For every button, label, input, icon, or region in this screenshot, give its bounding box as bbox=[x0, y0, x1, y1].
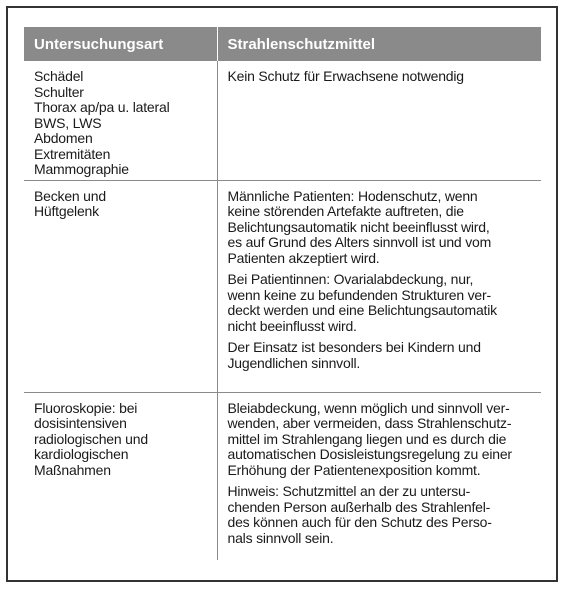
header-protection-means: Strahlenschutzmittel bbox=[217, 27, 541, 61]
protection-line: deckt werden und eine Belichtungsautomatik bbox=[227, 302, 497, 318]
protection-paragraph bbox=[228, 401, 536, 479]
protection-line: es auf Grund des Alters sinnvoll ist und vom bbox=[227, 234, 492, 250]
protection-line: Belichtungsautomatik nicht beeinflusst wird, bbox=[227, 218, 490, 235]
type-line: radiologischen und bbox=[34, 430, 148, 447]
type-line: kardiologischen bbox=[34, 446, 129, 462]
protection-paragraph bbox=[228, 69, 536, 85]
type-line: Maßnahmen bbox=[34, 461, 111, 478]
protection-paragraph bbox=[228, 484, 536, 546]
table-row bbox=[24, 392, 541, 560]
protection-paragraph bbox=[228, 340, 536, 371]
protection-line: Bleiabdeckung, wenn möglich und sinnvoll ver- bbox=[227, 399, 510, 416]
protection-cell bbox=[217, 392, 541, 560]
type-line: Extremitäten bbox=[34, 145, 111, 162]
protection-paragraph bbox=[228, 189, 536, 267]
header-row bbox=[24, 27, 541, 61]
type-line: dosisintensiven bbox=[34, 415, 127, 431]
type-line: Schädel bbox=[34, 68, 84, 84]
table-row bbox=[24, 61, 541, 180]
examination-type-cell bbox=[24, 180, 217, 392]
protection-line: automatischen Dosisleistungsregelung zu einer bbox=[227, 446, 512, 462]
table-row bbox=[24, 180, 541, 392]
header-examination-type: Untersuchungsart bbox=[24, 27, 217, 61]
protection-line: nals sinnvoll sein. bbox=[227, 529, 334, 546]
protection-line: Patienten akzeptiert wird. bbox=[227, 249, 380, 266]
protection-line: mittel im Strahlengang liegen und es durch die bbox=[227, 430, 507, 447]
protection-cell bbox=[217, 61, 541, 180]
protection-line: des können auch für den Schutz des Perso- bbox=[227, 514, 492, 530]
examination-type-cell bbox=[24, 392, 217, 560]
protection-line: Hinweis: Schutzmittel an der zu untersu- bbox=[227, 483, 471, 499]
protection-paragraph bbox=[228, 272, 536, 334]
type-line: BWS, LWS bbox=[34, 114, 102, 131]
protection-line: Männliche Patienten: Hodenschutz, wenn bbox=[227, 187, 478, 204]
type-line: Hüftgelenk bbox=[34, 203, 99, 219]
type-line: Fluoroskopie: bei bbox=[34, 399, 138, 416]
protection-line: Bei Patientinnen: Ovarialabdeckung, nur, bbox=[227, 271, 474, 287]
type-line: Thorax ap/pa u. lateral bbox=[34, 99, 170, 115]
type-line: Mammographie bbox=[34, 161, 129, 177]
protection-line: wenden, aber vermeiden, dass Strahlenschutz- bbox=[227, 415, 512, 431]
protection-line: Kein Schutz für Erwachsene notwendig bbox=[227, 68, 464, 84]
protection-line: Erhöhung der Patientenexposition kommt. bbox=[227, 461, 481, 478]
type-line: Schulter bbox=[34, 83, 84, 100]
protection-line: wenn keine zu befundenden Strukturen ver- bbox=[227, 286, 491, 303]
protection-line: keine störenden Artefakte auftreten, die bbox=[227, 203, 464, 219]
protection-line: Jugendlichen sinnvoll. bbox=[227, 354, 361, 371]
radiation-protection-table bbox=[24, 27, 541, 560]
type-line: Abdomen bbox=[34, 130, 93, 146]
protection-line: nicht beeinflusst wird. bbox=[227, 317, 357, 334]
table-header bbox=[24, 27, 541, 61]
protection-cell bbox=[217, 180, 541, 392]
protection-line: Der Einsatz ist besonders bei Kindern und bbox=[227, 339, 481, 355]
protection-line: chenden Person außerhalb des Strahlenfel- bbox=[227, 498, 491, 515]
type-line: Becken und bbox=[34, 187, 106, 204]
examination-type-cell bbox=[24, 61, 217, 180]
